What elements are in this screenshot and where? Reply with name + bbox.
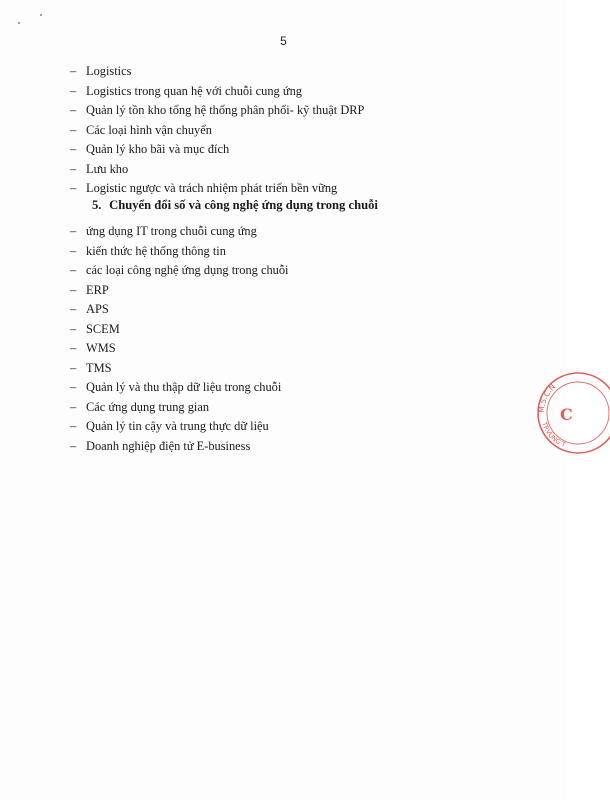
list-item-text: kiến thức hệ thống thông tin [86,243,226,258]
list-item-text: Logistics [86,64,132,78]
page-number: 5 [280,34,287,48]
list-item [70,339,510,359]
list-item-text: WMS [86,341,116,355]
dash-bullet: – [70,302,77,316]
list-item-text: các loại công nghệ ứng dụng trong chuỗi [86,263,289,277]
dash-bullet: – [70,103,77,117]
list-item [70,359,510,379]
list-item-text: Lưu kho [86,161,129,176]
section-heading-text: Chuyển đổi số và công nghệ ứng dụng trong chuỗi [109,198,378,212]
list-item-text: TMS [86,360,112,375]
list-item-text: Quản lý và thu thập dữ liệu trong chuỗi [86,380,282,394]
company-stamp-icon [530,365,610,455]
dash-bullet: – [70,64,77,78]
dash-bullet: – [70,282,77,297]
list-item [70,222,510,242]
dash-bullet: – [70,83,77,98]
list-item [70,101,510,121]
list-item [70,82,510,102]
svg-text:C: C [560,405,573,424]
list-item-text: Các ứng dụng trung gian [86,399,210,414]
svg-text:TP.VŨNG T: TP.VŨNG T [540,421,567,450]
list-item-text: Các loại hình vận chuyển [86,122,212,137]
dash-bullet: – [70,321,77,336]
dash-bullet: – [70,224,77,238]
dash-bullet: – [70,243,77,258]
section-heading-number: 5. [92,198,102,212]
list-item [70,242,510,262]
list-item [70,140,510,160]
dash-bullet: – [70,399,77,414]
dash-bullet: – [70,142,77,156]
list-item [70,320,510,340]
logistics-topic-list [70,62,510,199]
list-item-text: Quản lý kho bãi và mục đích [86,142,230,156]
list-item [70,121,510,141]
dash-bullet: – [70,380,77,394]
list-item-text: SCEM [86,321,120,336]
scan-speck [18,22,20,24]
list-item [70,179,510,199]
list-item-text: ứng dụng IT trong chuỗi cung ứng [86,224,257,238]
list-item-text: ERP [86,282,109,297]
svg-text:M.S.C.N: M.S.C.N [536,382,558,414]
list-item-text: Quản lý tồn kho tổng hệ thống phân phối- kỹ thuật DRP [86,103,365,117]
dash-bullet: – [70,161,77,176]
digital-tech-topic-list [70,222,510,456]
list-item-text: APS [86,302,109,316]
list-item [70,437,510,457]
list-item-text: Quản lý tin cậy và trung thực dữ liệu [86,419,269,433]
list-item-text: Doanh nghiệp điện tử E-business [86,438,251,453]
scan-speck [40,14,42,16]
list-item [70,281,510,301]
list-item-text: Logistics trong quan hệ với chuỗi cung ứng [86,83,302,98]
list-item [70,417,510,437]
dash-bullet: – [70,360,77,375]
list-item-text: Logistic ngược và trách nhiệm phát triển bền vững [86,181,338,195]
dash-bullet: – [70,438,77,453]
list-item [70,398,510,418]
list-item [70,160,510,180]
list-item [70,300,510,320]
list-item [70,62,510,82]
dash-bullet: – [70,181,77,195]
dash-bullet: – [70,263,77,277]
dash-bullet: – [70,122,77,137]
section-heading [92,198,378,213]
list-item [70,378,510,398]
list-item [70,261,510,281]
dash-bullet: – [70,419,77,433]
dash-bullet: – [70,341,77,355]
